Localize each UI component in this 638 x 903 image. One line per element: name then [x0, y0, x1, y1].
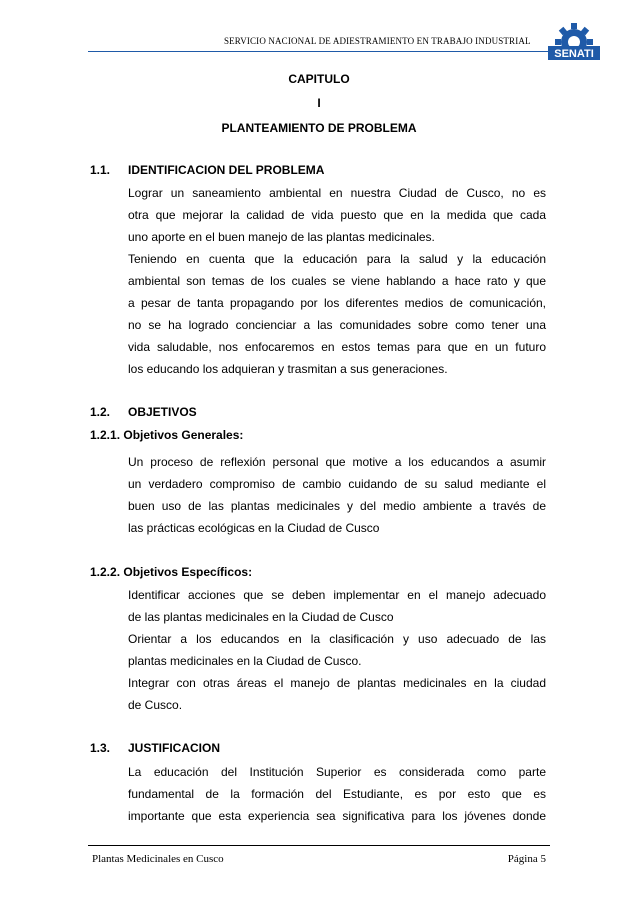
header-rule — [88, 51, 550, 52]
senati-logo — [544, 20, 604, 68]
body-line: las prácticas ecológicas en la Ciudad de Cusco — [128, 521, 380, 535]
body-line: plantas medicinales en la Ciudad de Cusco. — [128, 654, 362, 668]
chapter-number: I — [317, 96, 321, 110]
body-line: Orientar a los educandos en la clasificación y uso adecuado de las — [128, 632, 546, 646]
footer-rule — [88, 845, 550, 846]
body-line: no se ha logrado concienciar a las comunidades sobre como tener una — [128, 318, 546, 332]
body-line: Lograr un saneamiento ambiental en nuestra Ciudad de Cusco, no es — [128, 186, 546, 200]
body-line: Teniendo en cuenta que la educación para la salud y la educación — [128, 252, 546, 266]
body-line: fundamental de la formación del Estudiante, es por esto que es — [128, 787, 546, 801]
page-header — [0, 0, 638, 70]
section-heading: IDENTIFICACION DEL PROBLEMA — [128, 163, 325, 177]
subsection-heading: 1.2.2. Objetivos Específicos: — [90, 565, 253, 579]
section-heading: JUSTIFICACION — [128, 741, 221, 755]
body-line: Un proceso de reflexión personal que motive a los educandos a asumir — [128, 455, 546, 469]
footer-title: Plantas Medicinales en Cusco — [92, 853, 224, 865]
body-line: importante que esta experiencia sea significativa para los jóvenes donde — [128, 809, 546, 823]
page-number: Página 5 — [507, 853, 546, 865]
body-line: ambiental son temas de los cuales se viene hablando a hace rato y que — [128, 274, 546, 288]
body-line: buen uso de las plantas medicinales y del medio ambiente a través de — [128, 499, 546, 513]
body-line: vida saludable, nos enfocaremos en estos temas para que en un futuro — [128, 340, 546, 354]
section-body — [128, 182, 546, 380]
body-line: Integrar con otras áreas el manejo de plantas medicinales en la ciudad — [128, 676, 546, 690]
body-line: Identificar acciones que se deben implementar en el manejo adecuado — [128, 588, 546, 602]
body-line: de las plantas medicinales en la Ciudad de Cusco — [128, 610, 394, 624]
section-number: 1.2. — [90, 405, 111, 419]
body-line: los educando los adquieran y trasmitan a sus generaciones. — [128, 362, 448, 376]
section-heading: OBJETIVOS — [128, 405, 197, 419]
logo-text: SENATI — [554, 48, 594, 60]
body-line: uno aporte en el buen manejo de las plantas medicinales. — [128, 230, 435, 244]
body-line: un verdadero compromiso de cambio cuidando de su salud mediante el — [128, 477, 546, 491]
section-body — [128, 584, 546, 716]
body-line: de Cusco. — [128, 698, 183, 712]
subsection-heading: 1.2.1. Objetivos Generales: — [90, 428, 244, 442]
section-body — [128, 761, 546, 827]
section-body — [128, 451, 546, 539]
section-number: 1.1. — [90, 163, 111, 177]
body-line: a pesar de tanta propagando por los diferentes medios de comunicación, — [128, 296, 546, 310]
section-number: 1.3. — [90, 741, 111, 755]
body-line: La educación del Institución Superior es considerada como parte — [128, 765, 546, 779]
chapter-title: PLANTEAMIENTO DE PROBLEMA — [221, 121, 417, 135]
chapter-label: CAPITULO — [288, 72, 350, 86]
body-line: otra que mejorar la calidad de vida puesto que en la medida que cada — [128, 208, 546, 222]
header-institution: SERVICIO NACIONAL DE ADIESTRAMIENTO EN TRABAJO INDUSTRIAL — [224, 36, 531, 46]
